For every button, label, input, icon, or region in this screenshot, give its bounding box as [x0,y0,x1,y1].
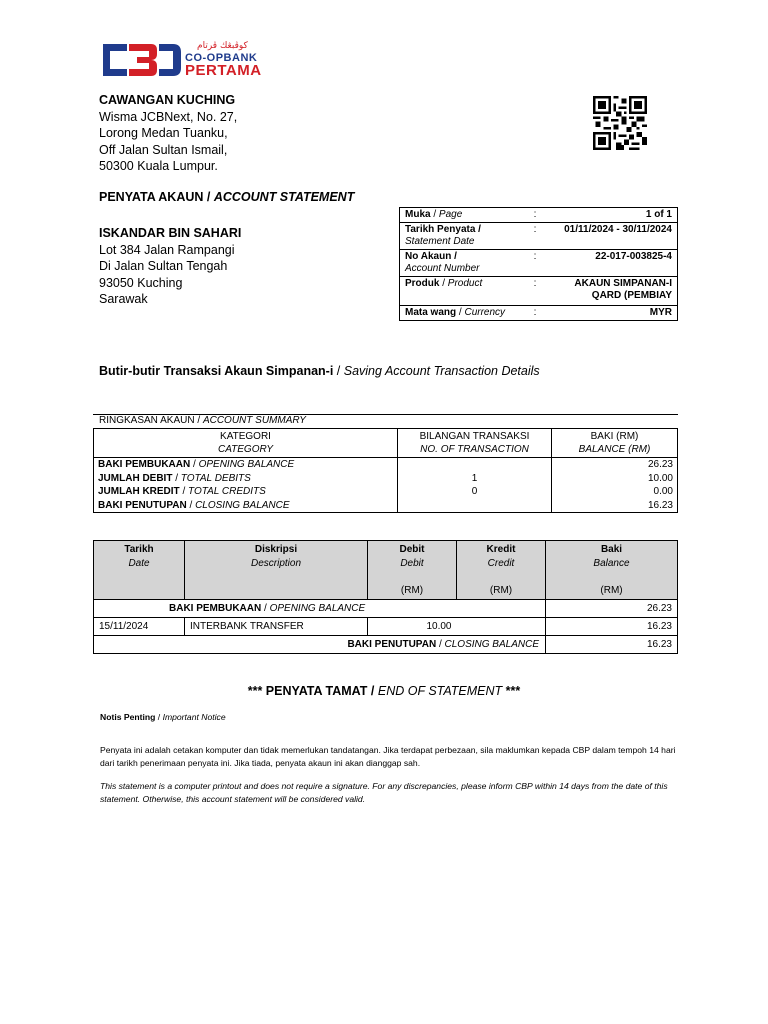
txn-description: INTERBANK TRANSFER [185,618,368,636]
info-row-product: Produk / Product : AKAUN SIMPANAN-I QARD (PEMBIAY [400,277,678,306]
transactions-header-row [94,541,678,600]
summary-header-row [94,429,678,458]
col-header-ms: Baki [600,544,623,555]
col-header-en: Description [250,557,302,569]
statement-title-malay: PENYATA AKAUN / [99,190,211,204]
summary-row-label-en: TOTAL CREDITS [188,486,266,497]
summary-label-ms: RINGKASAN AKAUN [99,415,195,426]
transactions-opening-row: BAKI PEMBUKAAN / OPENING BALANCE 26.23 [94,600,678,618]
col-header-unit: (RM) [489,584,513,596]
branch-address-line: Wisma JCBNext, No. 27, [99,109,238,124]
txn-balance: 16.23 [546,618,678,636]
summary-row-closing-balance: BAKI PENUTUPAN / CLOSING BALANCE 16.23 [94,499,678,513]
info-label-ms: Mata wang [405,307,457,318]
closing-label-ms: BAKI PENUTUPAN [347,639,437,650]
notice-label-ms: Notis Penting [100,712,156,722]
info-label-ms: No Akaun / [405,251,457,262]
summary-row-amount: 16.23 [647,499,673,511]
section-title: Butir-butir Transaksi Akaun Simpanan-i / Saving Account Transaction Details [99,364,540,378]
info-row-account-number: No Akaun / Account Number : 22-017-003825-4 [400,250,678,277]
section-title-english: Saving Account Transaction Details [343,364,540,378]
summary-row-label-ms: JUMLAH KREDIT [98,486,180,497]
info-row-currency: Mata wang / Currency : MYR [400,306,678,321]
branch-address [99,92,237,175]
end-english: END OF STATEMENT [377,684,503,698]
summary-row-count: 1 [398,472,552,486]
col-header-ms: Diskripsi [254,544,298,555]
end-prefix: *** PENYATA TAMAT / [247,684,375,698]
end-of-statement [0,684,768,698]
summary-label-en: ACCOUNT SUMMARY [202,415,306,426]
col-header-en: Balance [593,557,630,569]
customer-address-line: Di Jalan Sultan Tengah [99,259,228,273]
transactions-closing-row: BAKI PENUTUPAN / CLOSING BALANCE 16.23 [94,636,678,654]
summary-header-en: BALANCE (RM) [578,444,651,455]
info-label-en: Statement Date [405,236,475,247]
info-value-currency: MYR [649,307,672,318]
opening-amount: 26.23 [546,600,678,618]
info-value-statement-date: 01/11/2024 - 30/11/2024 [564,224,672,235]
opening-label-en: OPENING BALANCE [269,603,366,614]
notice-label-en: Important Notice [162,712,226,722]
summary-row-amount: 0.00 [653,486,673,497]
branch-address-line: 50300 Kuala Lumpur. [99,159,218,173]
col-header-unit: (RM) [400,584,424,596]
account-summary-table [93,428,678,513]
summary-header-ms: BILANGAN TRANSAKSI [419,431,530,442]
summary-row-amount: 26.23 [647,459,673,470]
closing-amount: 16.23 [546,636,678,654]
qr-code-icon [593,96,647,150]
bank-name-jawi: كوڤبڠك ڤرتام [197,41,248,51]
transactions-table [93,540,678,654]
info-label-en: Product [447,278,483,289]
info-label-en: Page [438,209,463,220]
customer-address [99,225,241,308]
branch-address-line: Off Jalan Sultan Ismail, [99,142,228,157]
col-header-en: Credit [487,557,515,569]
notice-text-malay: Penyata ini adalah cetakan komputer dan tidak memerlukan tandatangan. Jika terdapat perbezaan, sila maklumkan kepada CBP dalam tempoh 14 hari dari tarikh penerimaan penyata ini. Jika tiada, penyata akaun ini akan dianggap sah. [100,745,676,768]
txn-debit: 10.00 [368,618,457,636]
info-label-ms: Tarikh Penyata / [405,224,481,235]
bank-name-line2: PERTAMA [185,62,262,79]
col-header-unit: (RM) [600,584,623,596]
txn-date: 15/11/2024 [94,618,185,636]
branch-name: CAWANGAN KUCHING [99,93,236,107]
info-value-product: AKAUN SIMPANAN-I QARD (PEMBIAY [574,278,672,301]
summary-row-label-ms: BAKI PENUTUPAN [98,499,187,511]
account-summary-label: RINGKASAN AKAUN / ACCOUNT SUMMARY [99,415,306,426]
summary-row-label-en: OPENING BALANCE [198,459,295,470]
summary-row-label-ms: JUMLAH DEBIT [98,472,173,484]
summary-row-label-en: TOTAL DEBITS [180,472,251,484]
summary-row-label-en: CLOSING BALANCE [195,499,290,511]
txn-credit [457,618,546,636]
customer-address-line: Sarawak [99,292,148,306]
summary-header-en: NO. OF TRANSACTION [420,444,529,455]
summary-header-en: CATEGORY [217,444,273,455]
statement-info-table [399,207,678,321]
col-header-ms: Tarikh [124,544,154,555]
info-label-en: Currency [464,307,506,318]
branch-address-line: Lorong Medan Tuanku, [99,126,228,140]
section-title-malay: Butir-butir Transaksi Akaun Simpanan-i [99,364,334,378]
bank-name-line1: CO-OPBANK [185,52,258,64]
customer-name: ISKANDAR BIN SAHARI [99,226,242,240]
summary-header-ms: BAKI (RM) [590,431,639,442]
opening-label-ms: BAKI PEMBUKAAN [169,603,262,614]
col-header-en: Date [128,557,150,569]
summary-row-total-credits: JUMLAH KREDIT / TOTAL CREDITS 0 0.00 [94,485,678,499]
summary-row-count [398,458,552,472]
summary-row-opening-balance: BAKI PEMBUKAAN / OPENING BALANCE 26.23 [94,458,678,472]
bank-logo [99,40,289,80]
summary-header-ms: KATEGORI [220,431,271,442]
summary-row-count [398,499,552,513]
summary-row-label-ms: BAKI PEMBUKAAN [98,459,191,470]
col-header-ms: Kredit [486,544,516,555]
closing-label-en: CLOSING BALANCE [444,639,539,650]
info-label-en: Account Number [405,263,480,274]
summary-row-count: 0 [398,485,552,499]
info-label-ms: Muka [405,209,431,220]
important-notice-label: Notis Penting / Important Notice [100,712,226,722]
cbp-logo-icon [99,40,183,80]
customer-address-line: 93050 Kuching [99,275,183,290]
col-header-en: Debit [400,557,424,569]
summary-row-amount: 10.00 [647,472,673,484]
info-row-page: Muka / Page : 1 of 1 [400,208,678,223]
end-suffix: *** [505,684,521,698]
info-row-statement-date: Tarikh Penyata / Statement Date : 01/11/2024 - 30/11/2024 [400,223,678,250]
info-value-page: 1 of 1 [645,209,672,220]
summary-row-total-debits: JUMLAH DEBIT / TOTAL DEBITS 1 10.00 [94,472,678,486]
notice-text-english: This statement is a computer printout and does not require a signature. For any discrepancies, please inform CBP within 14 days from the date of this statement. Otherwise, this account statement will be considered valid. [100,781,668,804]
statement-title-english: ACCOUNT STATEMENT [213,190,355,204]
info-value-account-number: 22-017-003825-4 [595,251,672,262]
statement-title [99,190,354,204]
customer-address-line: Lot 384 Jalan Rampangi [99,242,235,257]
info-label-ms: Produk [405,278,440,289]
col-header-ms: Debit [399,544,425,555]
table-row [94,618,678,636]
